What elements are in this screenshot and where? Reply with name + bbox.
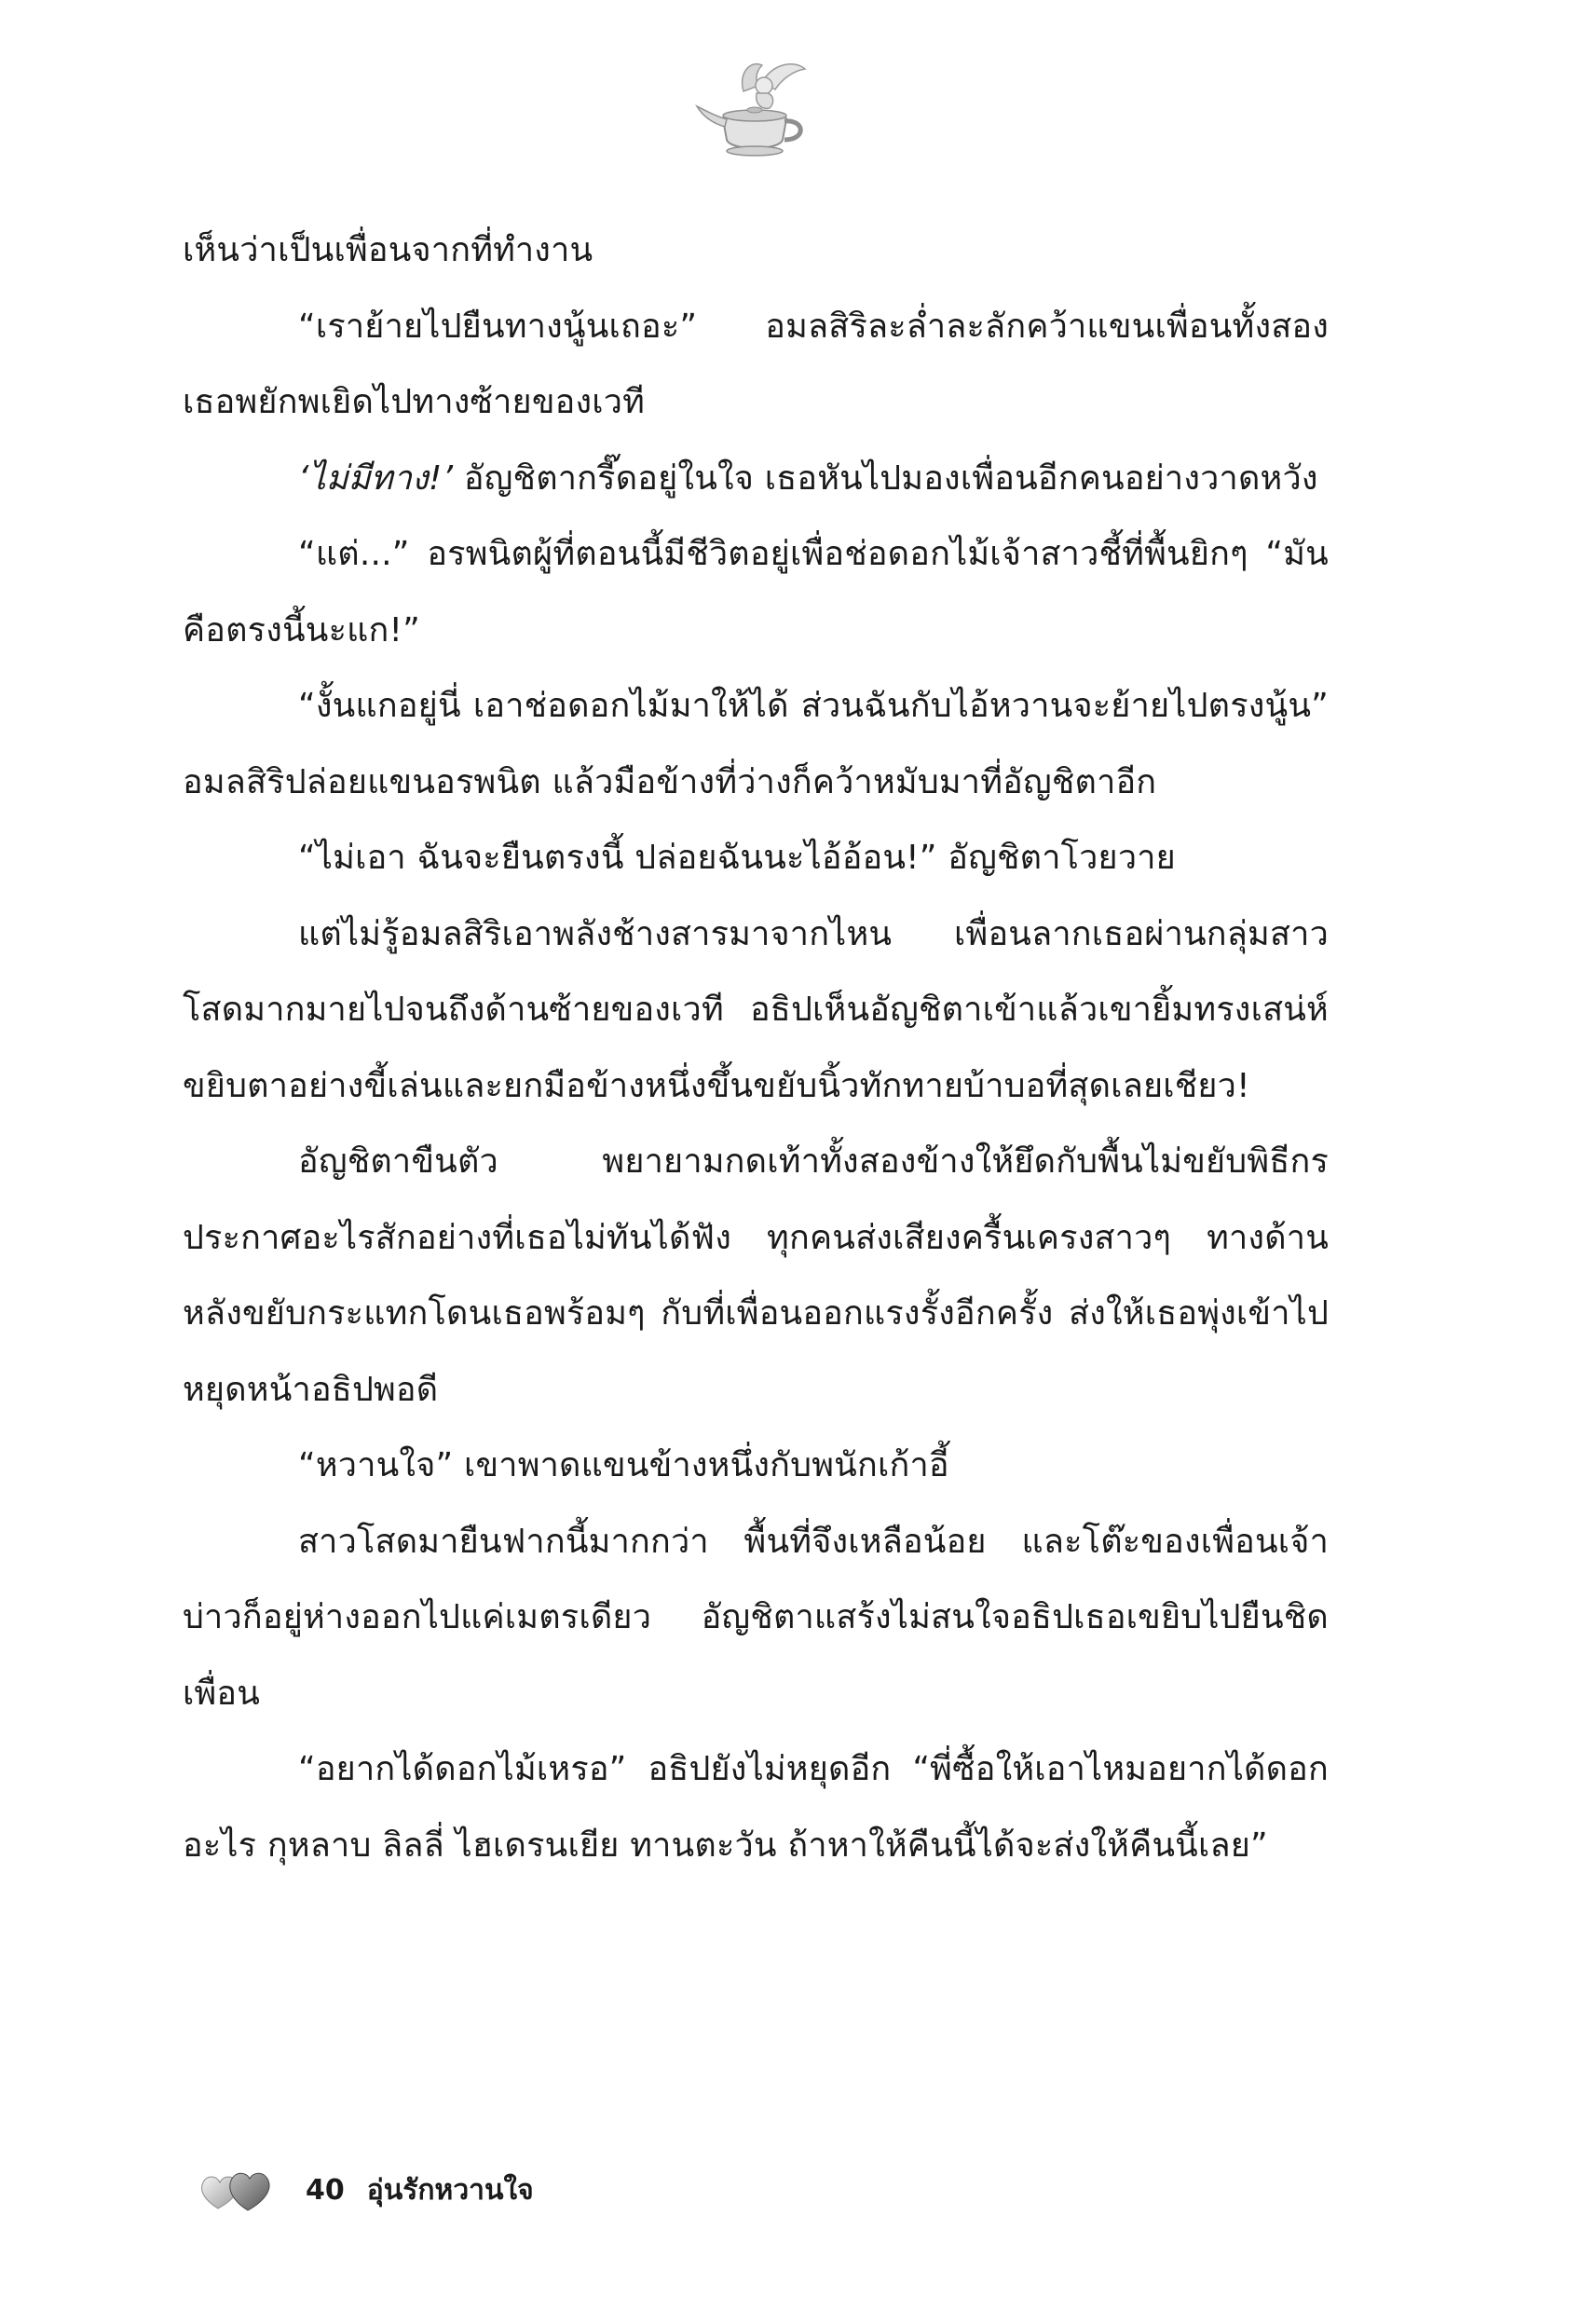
body-text <box>183 212 1329 1883</box>
cupid-teapot-icon <box>689 54 820 166</box>
paragraph-text: อัญชิตากรี๊ดอยู่ในใจ เธอหันไปมองเพื่อนอีกคนอย่างวาดหวัง <box>453 458 1318 498</box>
italic-thought: ‘ไม่มีทาง!’ <box>298 458 454 498</box>
page-number: 40 <box>306 2173 345 2207</box>
paragraph: “แต่...” อรพนิตผู้ที่ตอนนี้มีชีวิตอยู่เพื่อช่อดอกไม้เจ้าสาวชี้ที่พื้นยิกๆ “มันคือตรงนี้นะแก!” <box>183 535 1329 650</box>
paragraph: แต่ไม่รู้อมลสิริเอาพลังช้างสารมาจากไหน เพื่อนลากเธอผ่านกลุ่มสาวโสดมากมายไปจนถึงด้านซ้ายของเวที อธิปเห็นอัญชิตาเข้าแล้วเขายิ้มทรงเสน่ห์ ขยิบตาอย่างขี้เล่นและยกมือข้างหนึ่งขึ้นขยับนิ้วทักทายบ้าบอที่สุดเลยเชียว! <box>183 914 1329 1105</box>
book-title: อุ่นรักหวานใจ <box>366 2173 534 2207</box>
page-footer <box>198 2164 534 2216</box>
paragraph: อัญชิตาขืนตัว พยายามกดเท้าทั้งสองข้างให้ยึดกับพื้นไม่ขยับพิธีกรประกาศอะไรสักอย่างที่เธอไม่ทันได้ฟัง ทุกคนส่งเสียงครื้นเครงสาวๆ ทางด้านหลังขยับกระแทกโดนเธอพร้อมๆ กับที่เพื่อนออกแรงรั้งอีกครั้ง ส่งให้เธอพุ่งเข้าไปหยุดหน้าอธิปพอดี <box>183 1142 1329 1409</box>
paragraph: “อยากได้ดอกไม้เหรอ” อธิปยังไม่หยุดอีก “พี่ซื้อให้เอาไหมอยากได้ดอกอะไร กุหลาบ ลิลลี่ ไฮเดรนเยีย ทานตะวัน ถ้าหาให้คืนนี้ได้จะส่งให้คืนนี้เลย” <box>183 1750 1329 1865</box>
paragraph: สาวโสดมายืนฟากนี้มากกว่า พื้นที่จึงเหลือน้อย และโต๊ะของเพื่อนเจ้าบ่าวก็อยู่ห่างออกไปแค่เมตรเดียว อัญชิตาแสร้งไม่สนใจอธิปเธอเขยิบไปยืนชิดเพื่อน <box>183 1522 1329 1713</box>
paragraph: “เราย้ายไปยืนทางนู้นเถอะ” อมลสิริละล่ำละลักคว้าแขนเพื่อนทั้งสอง เธอพยักพเยิดไปทางซ้ายของเวที <box>183 307 1329 421</box>
paragraph: “ไม่เอา ฉันจะยืนตรงนี้ ปล่อยฉันนะไอ้อ้อน!” อัญชิตาโวยวาย <box>298 839 1176 877</box>
hearts-icon <box>198 2164 276 2216</box>
paragraph: เห็นว่าเป็นเพื่อนจากที่ทำงาน <box>183 231 593 269</box>
paragraph: “หวานใจ” เขาพาดแขนข้างหนึ่งกับพนักเก้าอี้ <box>298 1446 949 1484</box>
paragraph <box>183 441 1329 517</box>
paragraph: “งั้นแกอยู่นี่ เอาช่อดอกไม้มาให้ได้ ส่วนฉันกับไอ้หวานจะย้ายไปตรงนู้น” อมลสิริปล่อยแขนอรพนิต แล้วมือข้างที่ว่างก็คว้าหมับมาที่อัญชิตาอีก <box>183 687 1329 801</box>
